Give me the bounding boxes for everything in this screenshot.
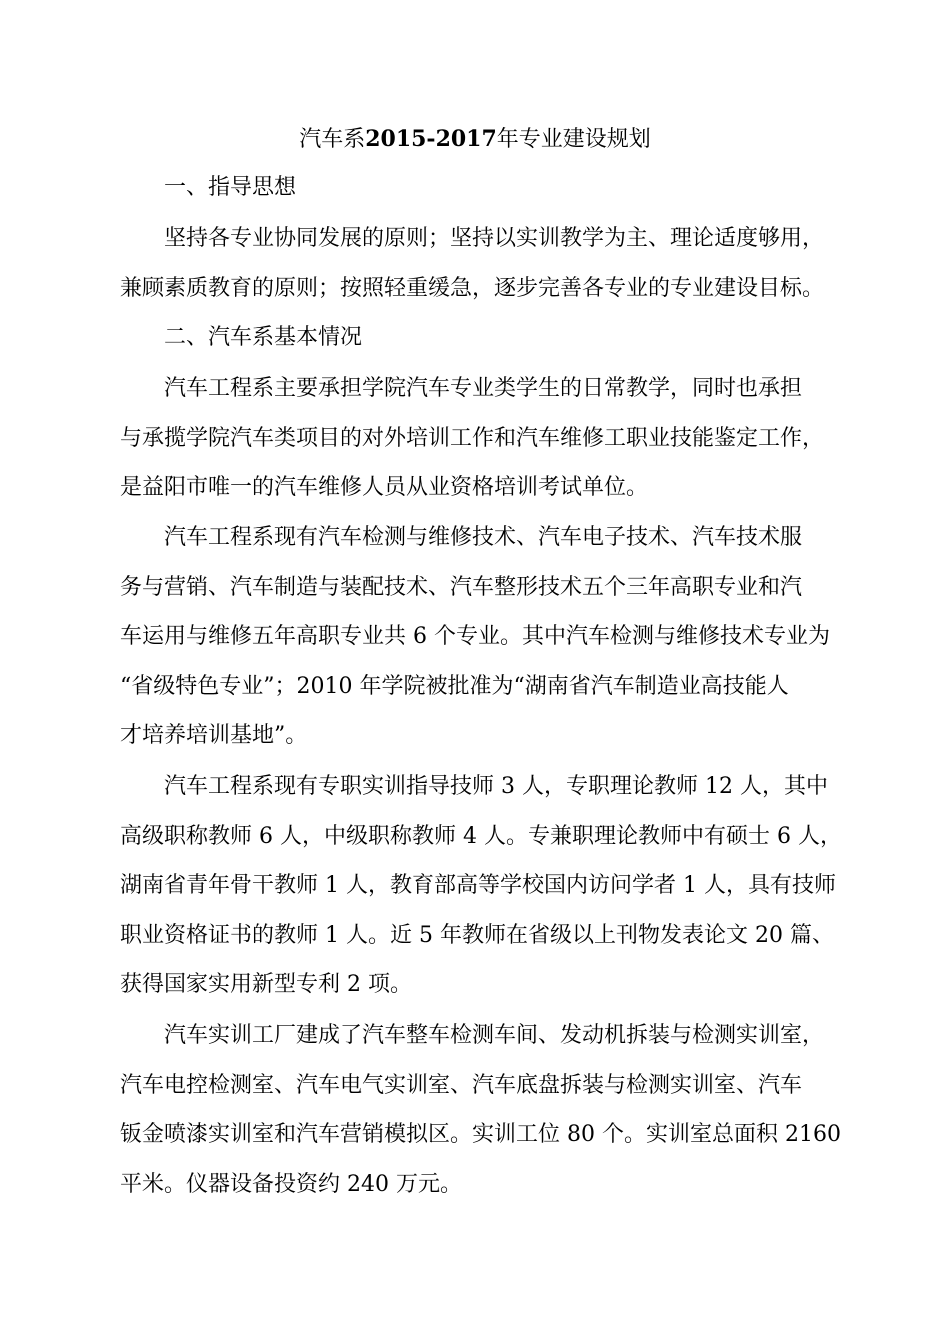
paragraph-line: 车运用与维修五年高职专业共 6 个专业。其中汽车检测与维修技术专业为 — [120, 624, 830, 649]
paragraph-line: 是益阳市唯一的汽车维修人员从业资格培训考试单位。 — [120, 475, 649, 500]
title-years: 2015-2017 — [365, 126, 497, 152]
paragraph-line: 兼顾素质教育的原则；按照轻重缓急，逐步完善各专业的专业建设目标。 — [120, 275, 825, 301]
section-heading-guiding-ideology: 一、指导思想 — [164, 175, 297, 200]
paragraph-line: 平米。仪器设备投资约 240 万元。 — [120, 1171, 462, 1197]
title-suffix: 年专业建设规划 — [496, 127, 651, 152]
title-prefix: 汽车系 — [299, 127, 366, 152]
paragraph-line: 汽车工程系现有汽车检测与维修技术、汽车电子技术、汽车技术服 — [164, 525, 803, 550]
paragraph-faculty — [120, 770, 840, 1018]
paragraph-line: 汽车工程系主要承担学院汽车专业类学生的日常教学，同时也承担 — [164, 376, 803, 401]
paragraph-guiding-ideology — [120, 222, 840, 321]
paragraph-line: 钣金喷漆实训室和汽车营销模拟区。实训工位 80 个。实训室总面积 2160 — [120, 1122, 841, 1147]
paragraph-line: 汽车工程系现有专职实训指导技师 3 人，专职理论教师 12 人，其中 — [164, 774, 828, 799]
document-title — [0, 122, 950, 157]
paragraph-line: “省级特色专业”；2010 年学院被批准为“湖南省汽车制造业高技能人 — [120, 673, 789, 699]
paragraph-line: 才培养培训基地”。 — [120, 723, 308, 748]
paragraph-line: 汽车电控检测室、汽车电气实训室、汽车底盘拆装与检测实训室、汽车 — [120, 1072, 803, 1098]
paragraph-line: 汽车实训工厂建成了汽车整车检测车间、发动机拆装与检测实训室， — [164, 1023, 825, 1048]
paragraph-line: 坚持各专业协同发展的原则；坚持以实训教学为主、理论适度够用， — [164, 226, 825, 251]
paragraph-majors — [120, 521, 840, 769]
paragraph-line: 务与营销、汽车制造与装配技术、汽车整形技术五个三年高职专业和汽 — [120, 574, 803, 600]
paragraph-line: 高级职称教师 6 人，中级职称教师 4 人。专兼职理论教师中有硕士 6 人， — [120, 823, 842, 849]
paragraph-line: 湖南省青年骨干教师 1 人，教育部高等学校国内访问学者 1 人，具有技师 — [120, 873, 836, 898]
section-heading-basic-situation: 二、汽车系基本情况 — [164, 325, 363, 350]
paragraph-line: 职业资格证书的教师 1 人。近 5 年教师在省级以上刊物发表论文 20 篇、 — [120, 922, 834, 948]
paragraph-department-role — [120, 372, 840, 521]
paragraph-line: 与承揽学院汽车类项目的对外培训工作和汽车维修工职业技能鉴定工作， — [120, 425, 825, 451]
paragraph-training-facilities — [120, 1019, 840, 1217]
paragraph-line: 获得国家实用新型专利 2 项。 — [120, 972, 412, 997]
